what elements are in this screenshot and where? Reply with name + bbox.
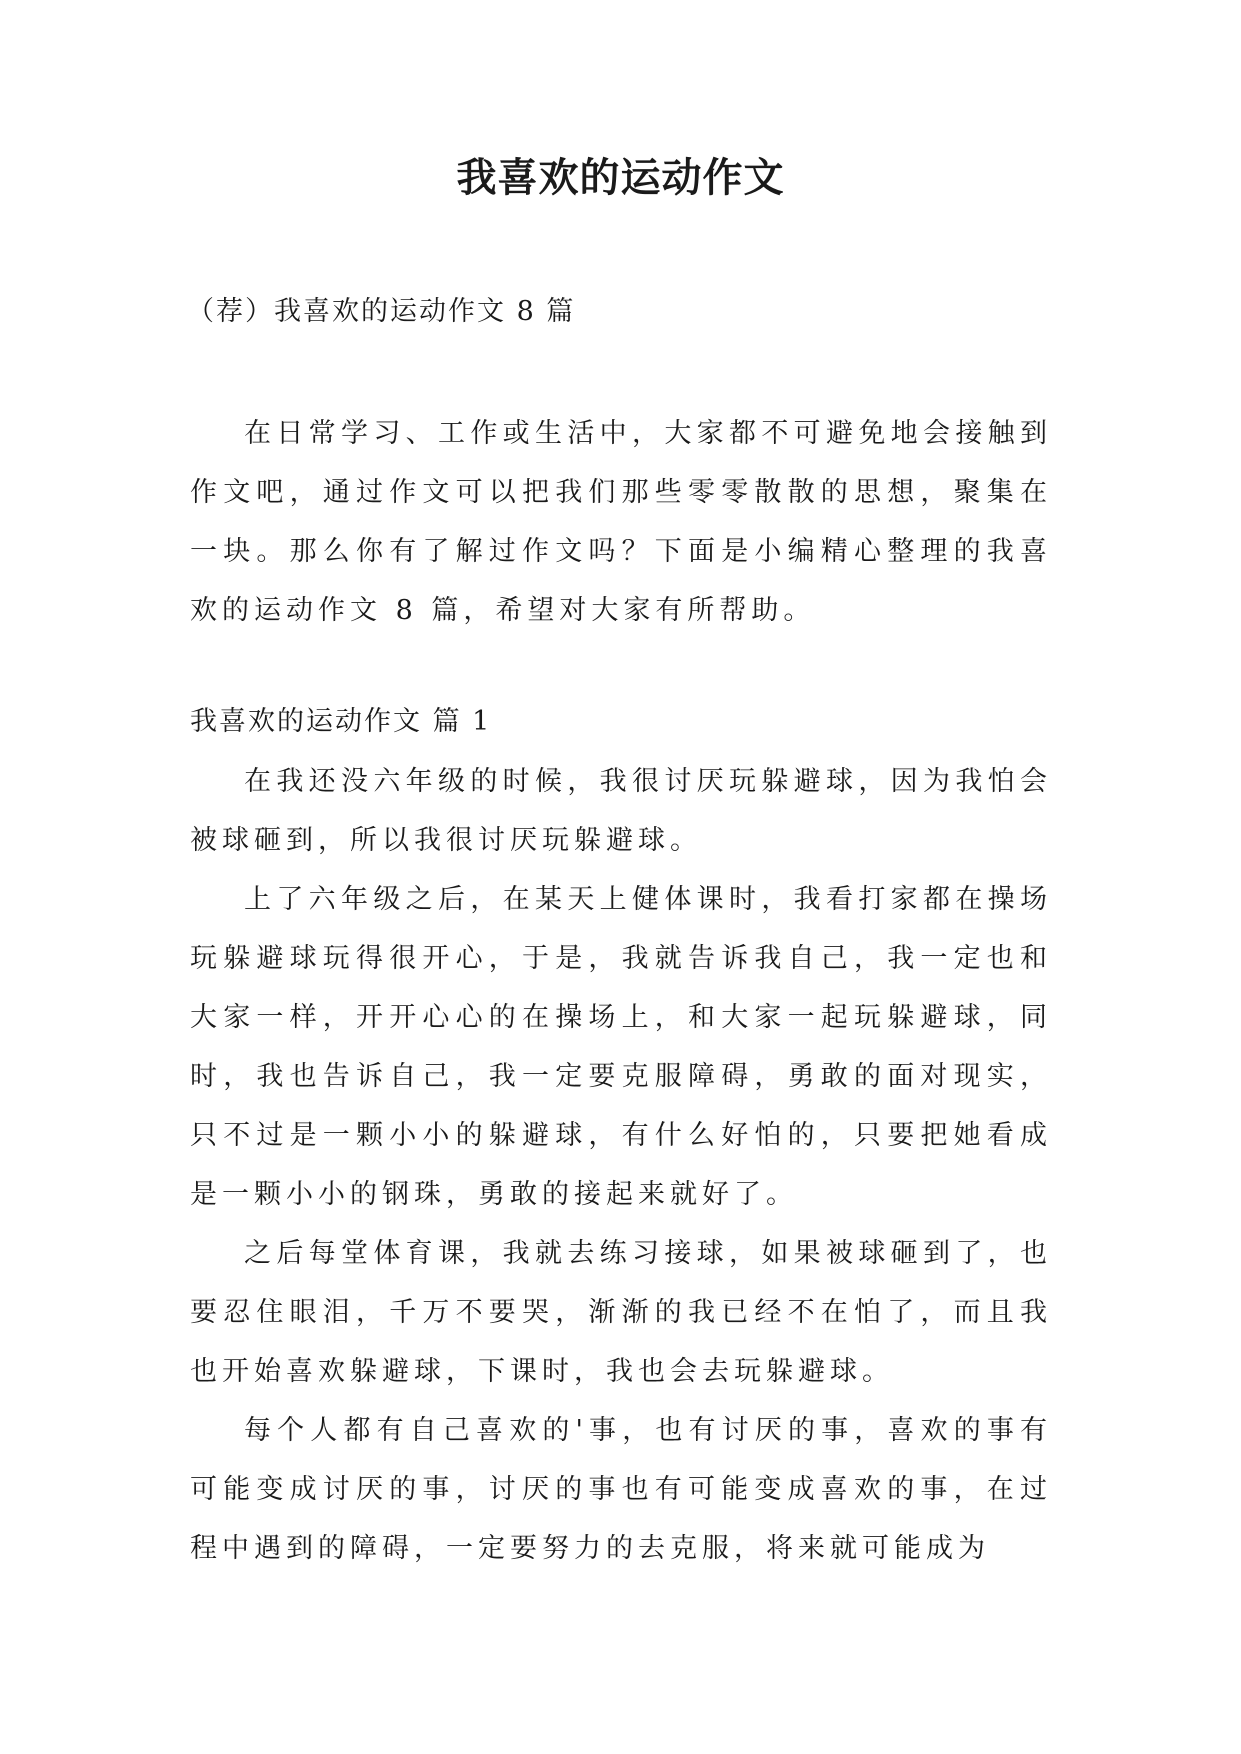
document-subtitle: （荐）我喜欢的运动作文 8 篇 xyxy=(187,296,576,327)
intro-text: 在日常学习、工作或生活中，大家都不可避免地会接触到作文吧，通过作文可以把我们那些零零散散的思想，聚集在一块。那么你有了解过作文吗？下面是小编精心整理的我喜欢的运动作文 8 篇，希望对大家有所帮助。 xyxy=(190,418,1052,626)
section-heading: 我喜欢的运动作文 篇 1 xyxy=(190,706,492,737)
essay-paragraph-3: 之后每堂体育课，我就去练习接球，如果被球砸到了，也要忍住眼泪，千万不要哭，渐渐的我已经不在怕了，而且我也开始喜欢躲避球，下课时，我也会去玩躲避球。 xyxy=(190,1238,1052,1387)
essay-paragraph-4: 每个人都有自己喜欢的'事，也有讨厌的事，喜欢的事有可能变成讨厌的事，讨厌的事也有可能变成喜欢的事，在过程中遇到的障碍，一定要努力的去克服，将来就可能成为 xyxy=(190,1415,1052,1564)
essay-paragraph-2: 上了六年级之后，在某天上健体课时，我看打家都在操场玩躲避球玩得很开心，于是，我就告诉我自己，我一定也和大家一样，开开心心的在操场上，和大家一起玩躲避球，同时，我也告诉自己，我一定要克服障碍，勇敢的面对现实，只不过是一颗小小的躲避球，有什么好怕的，只要把她看成是一颗小小的钢珠，勇敢的接起来就好了。 xyxy=(190,884,1052,1210)
intro-paragraph xyxy=(190,404,1052,640)
essay-paragraph-1: 在我还没六年级的时候，我很讨厌玩躲避球，因为我怕会被球砸到，所以我很讨厌玩躲避球。 xyxy=(190,766,1052,856)
essay-body xyxy=(190,752,1052,1578)
document-title: 我喜欢的运动作文 xyxy=(456,154,785,201)
